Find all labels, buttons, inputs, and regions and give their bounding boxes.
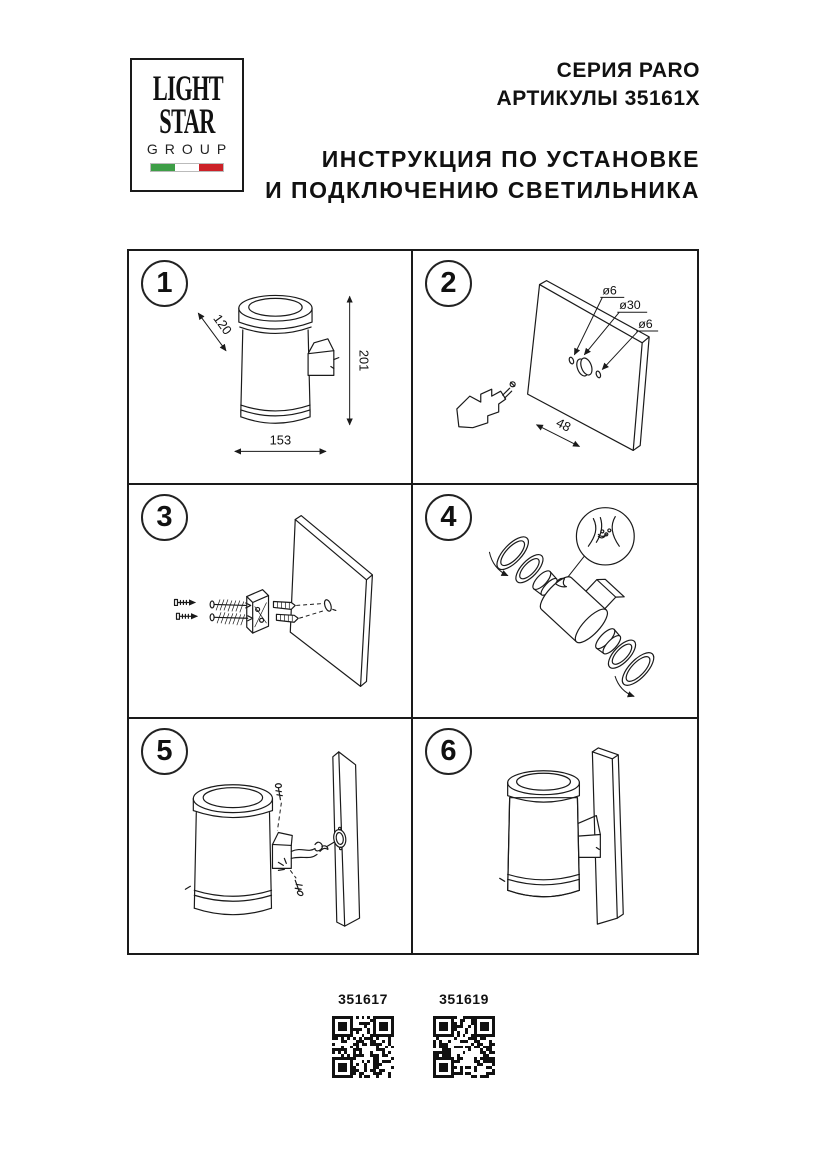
logo-word-star: STAR	[159, 101, 215, 141]
step-number-badge: 4	[425, 494, 472, 541]
dim-48-label: 48	[553, 414, 574, 435]
step-number-badge: 6	[425, 728, 472, 775]
step-number-badge: 3	[141, 494, 188, 541]
lightstar-logo	[130, 58, 244, 192]
qr-code-label: 351619	[439, 991, 489, 1007]
logo-word-group: GROUP	[146, 141, 234, 157]
logo-word-light: LIGHT	[152, 68, 223, 108]
dim-153-label: 153	[269, 432, 292, 448]
step-number-badge: 5	[141, 728, 188, 775]
step-number-badge: 2	[425, 260, 472, 307]
step-panel-1	[129, 251, 413, 485]
series-title: СЕРИЯ PARO	[556, 59, 700, 82]
dim-201-label: 201	[356, 349, 372, 372]
hole-d30-label: ø30	[619, 298, 641, 313]
drill-tool	[457, 389, 506, 428]
qr-block-351619	[432, 991, 496, 1078]
flag-white	[175, 164, 199, 171]
hole-d6-right-label: ø6	[638, 317, 653, 331]
dim-120-label: 120	[210, 311, 236, 338]
header-titles	[265, 57, 700, 204]
flag-green	[151, 164, 175, 171]
qr-block-351617	[331, 991, 395, 1078]
qr-code	[332, 1016, 394, 1078]
qr-code	[433, 1016, 495, 1078]
step-panel-2	[413, 251, 697, 485]
flag-red	[199, 164, 223, 171]
qr-code-label: 351617	[338, 991, 388, 1007]
instruction-title-line1: ИНСТРУКЦИЯ ПО УСТАНОВКЕ	[321, 146, 700, 172]
instruction-title-line2: И ПОДКЛЮЧЕНИЮ СВЕТИЛЬНИКА	[265, 177, 700, 203]
italian-flag-bar	[150, 163, 224, 172]
step-panel-6	[413, 719, 697, 953]
step-panel-3	[129, 485, 413, 719]
step-panel-5	[129, 719, 413, 953]
articles-title: АРТИКУЛЫ 35161X	[496, 87, 700, 110]
hole-d6-left-label: ø6	[602, 283, 617, 298]
step-panel-4	[413, 485, 697, 719]
instruction-steps-grid	[127, 249, 699, 955]
step-number-badge: 1	[141, 260, 188, 307]
